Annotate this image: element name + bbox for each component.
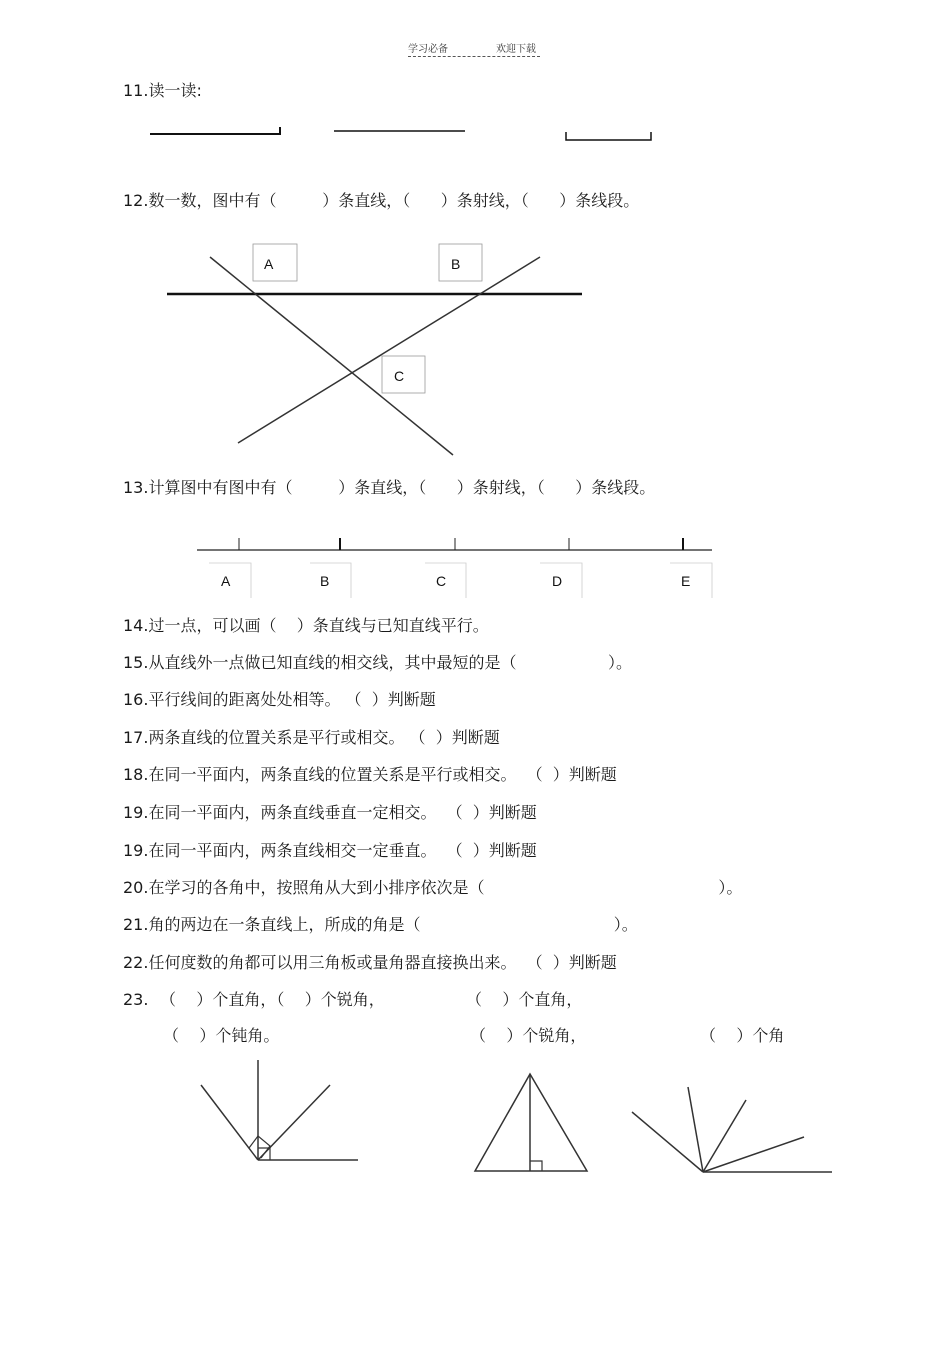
diagonal-line-right xyxy=(238,257,540,443)
question-23-part-d: （ ）个锐角， xyxy=(470,1026,587,1045)
label-box-a xyxy=(253,244,297,281)
question-14: 14.过一点，可以画（ ）条直线与已知直线平行。 xyxy=(123,616,489,635)
segment-line-1 xyxy=(150,127,280,134)
fan-ray-shallow xyxy=(703,1137,804,1172)
label-box-b xyxy=(439,244,482,281)
fan-ray-left xyxy=(632,1112,703,1172)
fan-ray-steep xyxy=(688,1087,703,1172)
question-23-part-c: （ ）个钝角。 xyxy=(163,1026,280,1045)
question-19b: 19.在同一平面内，两条直线相交一定垂直。 （ ）判断题 xyxy=(123,841,537,860)
question-21: 21.角的两边在一条直线上，所成的角是（ ）。 xyxy=(123,915,638,934)
label-box-b-frame xyxy=(310,563,351,598)
figure-12 xyxy=(167,244,582,455)
question-19a: 19.在同一平面内，两条直线垂直一定相交。 （ ）判断题 xyxy=(123,803,537,822)
question-16: 16.平行线间的距离处处相等。 （ ）判断题 xyxy=(123,690,436,709)
label-a: A xyxy=(264,256,274,272)
question-15: 15.从直线外一点做已知直线的相交线，其中最短的是（ ）。 xyxy=(123,653,632,672)
ray-upper-right xyxy=(258,1085,330,1160)
altitude-right-angle-mark xyxy=(530,1161,542,1171)
label-b: B xyxy=(451,256,461,272)
figure-23-rays xyxy=(201,1060,358,1160)
question-11: 11.读一读: xyxy=(123,81,202,100)
right-angle-mark-diagonal xyxy=(249,1136,270,1158)
question-17: 17.两条直线的位置关系是平行或相交。 （ ）判断题 xyxy=(123,728,500,747)
triangle-outline xyxy=(475,1074,587,1171)
question-18: 18.在同一平面内，两条直线的位置关系是平行或相交。 （ ）判断题 xyxy=(123,765,617,784)
point-label-e: E xyxy=(681,573,691,589)
figure-23-triangle xyxy=(475,1074,587,1171)
question-23-part-e: （ ）个角 xyxy=(700,1026,785,1045)
point-label-d: D xyxy=(552,573,563,589)
figure-23-fan xyxy=(632,1087,832,1172)
label-c: C xyxy=(394,368,405,384)
figure-13 xyxy=(197,538,712,598)
header-left-text: 学习必备 xyxy=(408,44,448,55)
question-20: 20.在学习的各角中，按照角从大到小排序依次是（ ）。 xyxy=(123,878,743,897)
question-12: 12.数一数，图中有（ ）条直线，（ ）条射线，（ ）条线段。 xyxy=(123,191,640,210)
label-box-c xyxy=(382,356,425,393)
fan-ray-mid xyxy=(703,1100,746,1172)
point-label-c: C xyxy=(436,573,447,589)
question-23-part-b: （ ）个直角， xyxy=(466,990,583,1009)
header-right-text: 欢迎下载 xyxy=(496,44,536,55)
point-label-b: B xyxy=(320,573,330,589)
question-22: 22.任何度数的角都可以用三角板或量角器直接换出来。 （ ）判断题 xyxy=(123,953,617,972)
question-13: 13.计算图中有图中有（ ）条直线，（ ）条射线，（ ）条线段。 xyxy=(123,478,656,497)
question-23-part-a: （ ）个直角，（ ）个锐角， xyxy=(160,990,385,1009)
ray-upper-left xyxy=(201,1085,258,1160)
figure-11 xyxy=(150,127,651,140)
question-23-number: 23. xyxy=(123,990,149,1009)
label-box-e-frame xyxy=(670,563,712,598)
point-label-a: A xyxy=(221,573,231,589)
segment-line-3 xyxy=(566,132,651,140)
